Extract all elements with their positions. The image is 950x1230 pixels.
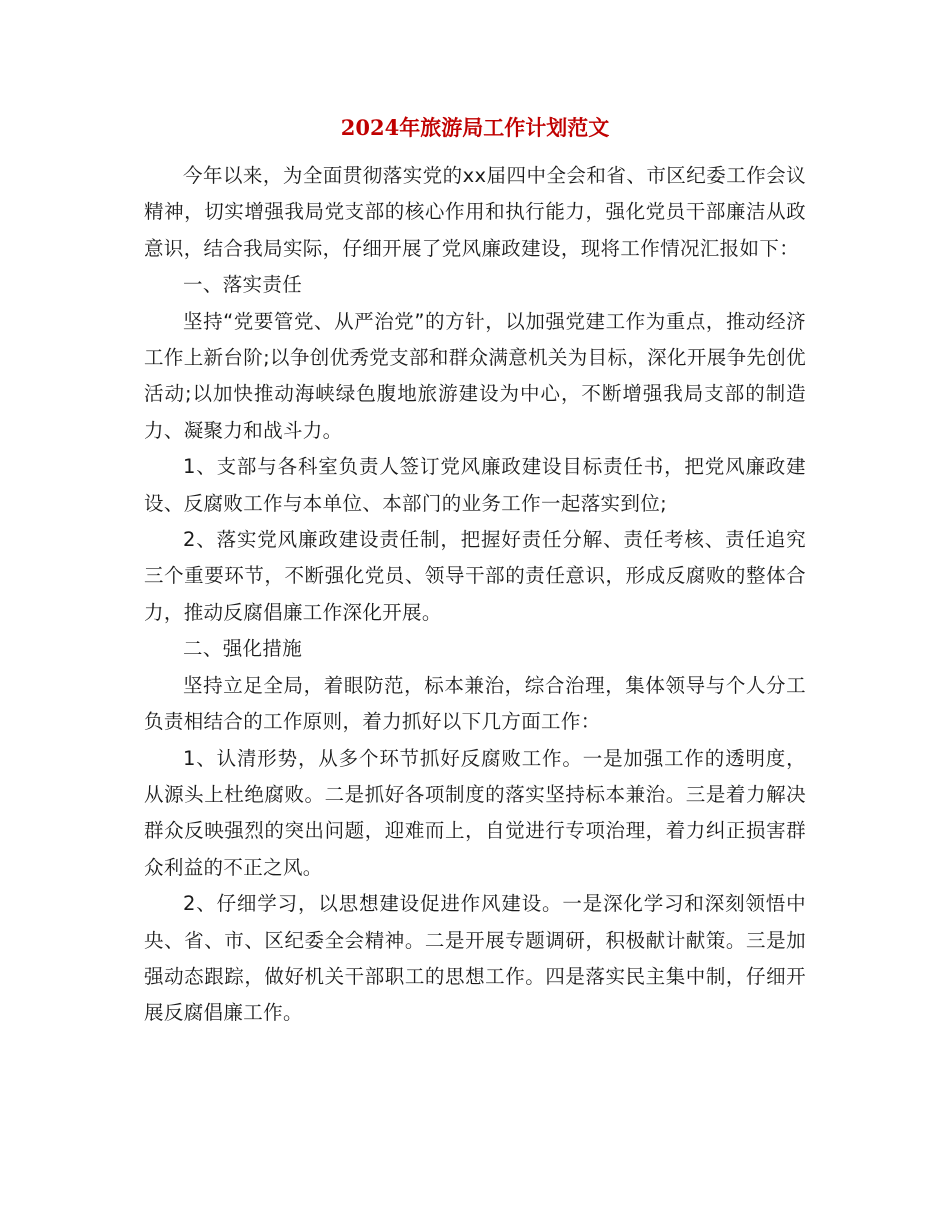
paragraph-item-2-2: 2、仔细学习，以思想建设促进作风建设。一是深化学习和深刻领悟中央、省、市、区纪委全会精神。二是开展专题调研，积极献计献策。三是加强动态跟踪，做好机关干部职工的思想工作。四是落实民主集中制，仔细开展反腐倡廉工作。 <box>144 892 806 1025</box>
paragraph-principle: 坚持“党要管党、从严治党”的方针，以加强党建工作为重点，推动经济工作上新台阶;以争创优秀党支部和群众满意机关为目标，深化开展争先创优活动;以加快推动海峡绿色腹地旅游建设为中心，不断增强我局支部的制造力、凝聚力和战斗力。 <box>144 309 806 442</box>
paragraph-approach: 坚持立足全局，着眼防范，标本兼治，综合治理，集体领导与个人分工负责相结合的工作原则，着力抓好以下几方面工作： <box>144 673 806 734</box>
document-body <box>144 158 806 1032</box>
paragraph-item-2-1: 1、认清形势，从多个环节抓好反腐败工作。一是加强工作的透明度，从源头上杜绝腐败。二是抓好各项制度的落实坚持标本兼治。三是着力解决群众反映强烈的突出问题，迎难而上，自觉进行专项治理，着力纠正损害群众利益的不正之风。 <box>144 746 806 879</box>
paragraph-item-1-1: 1、支部与各科室负责人签订党风廉政建设目标责任书，把党风廉政建设、反腐败工作与本单位、本部门的业务工作一起落实到位; <box>144 455 806 515</box>
document-title: 2024年旅游局工作计划范文 <box>340 115 610 140</box>
section-heading-2: 二、强化措施 <box>183 637 303 661</box>
section-heading-1: 一、落实责任 <box>183 273 303 297</box>
paragraph-intro: 今年以来，为全面贯彻落实党的xx届四中全会和省、市区纪委工作会议精神，切实增强我局党支部的核心作用和执行能力，强化党员干部廉洁从政意识，结合我局实际，仔细开展了党风廉政建设，现将工作情况汇报如下： <box>144 164 806 260</box>
paragraph-item-1-2: 2、落实党风廉政建设责任制，把握好责任分解、责任考核、责任追究三个重要环节，不断强化党员、领导干部的责任意识，形成反腐败的整体合力，推动反腐倡廉工作深化开展。 <box>144 528 806 624</box>
